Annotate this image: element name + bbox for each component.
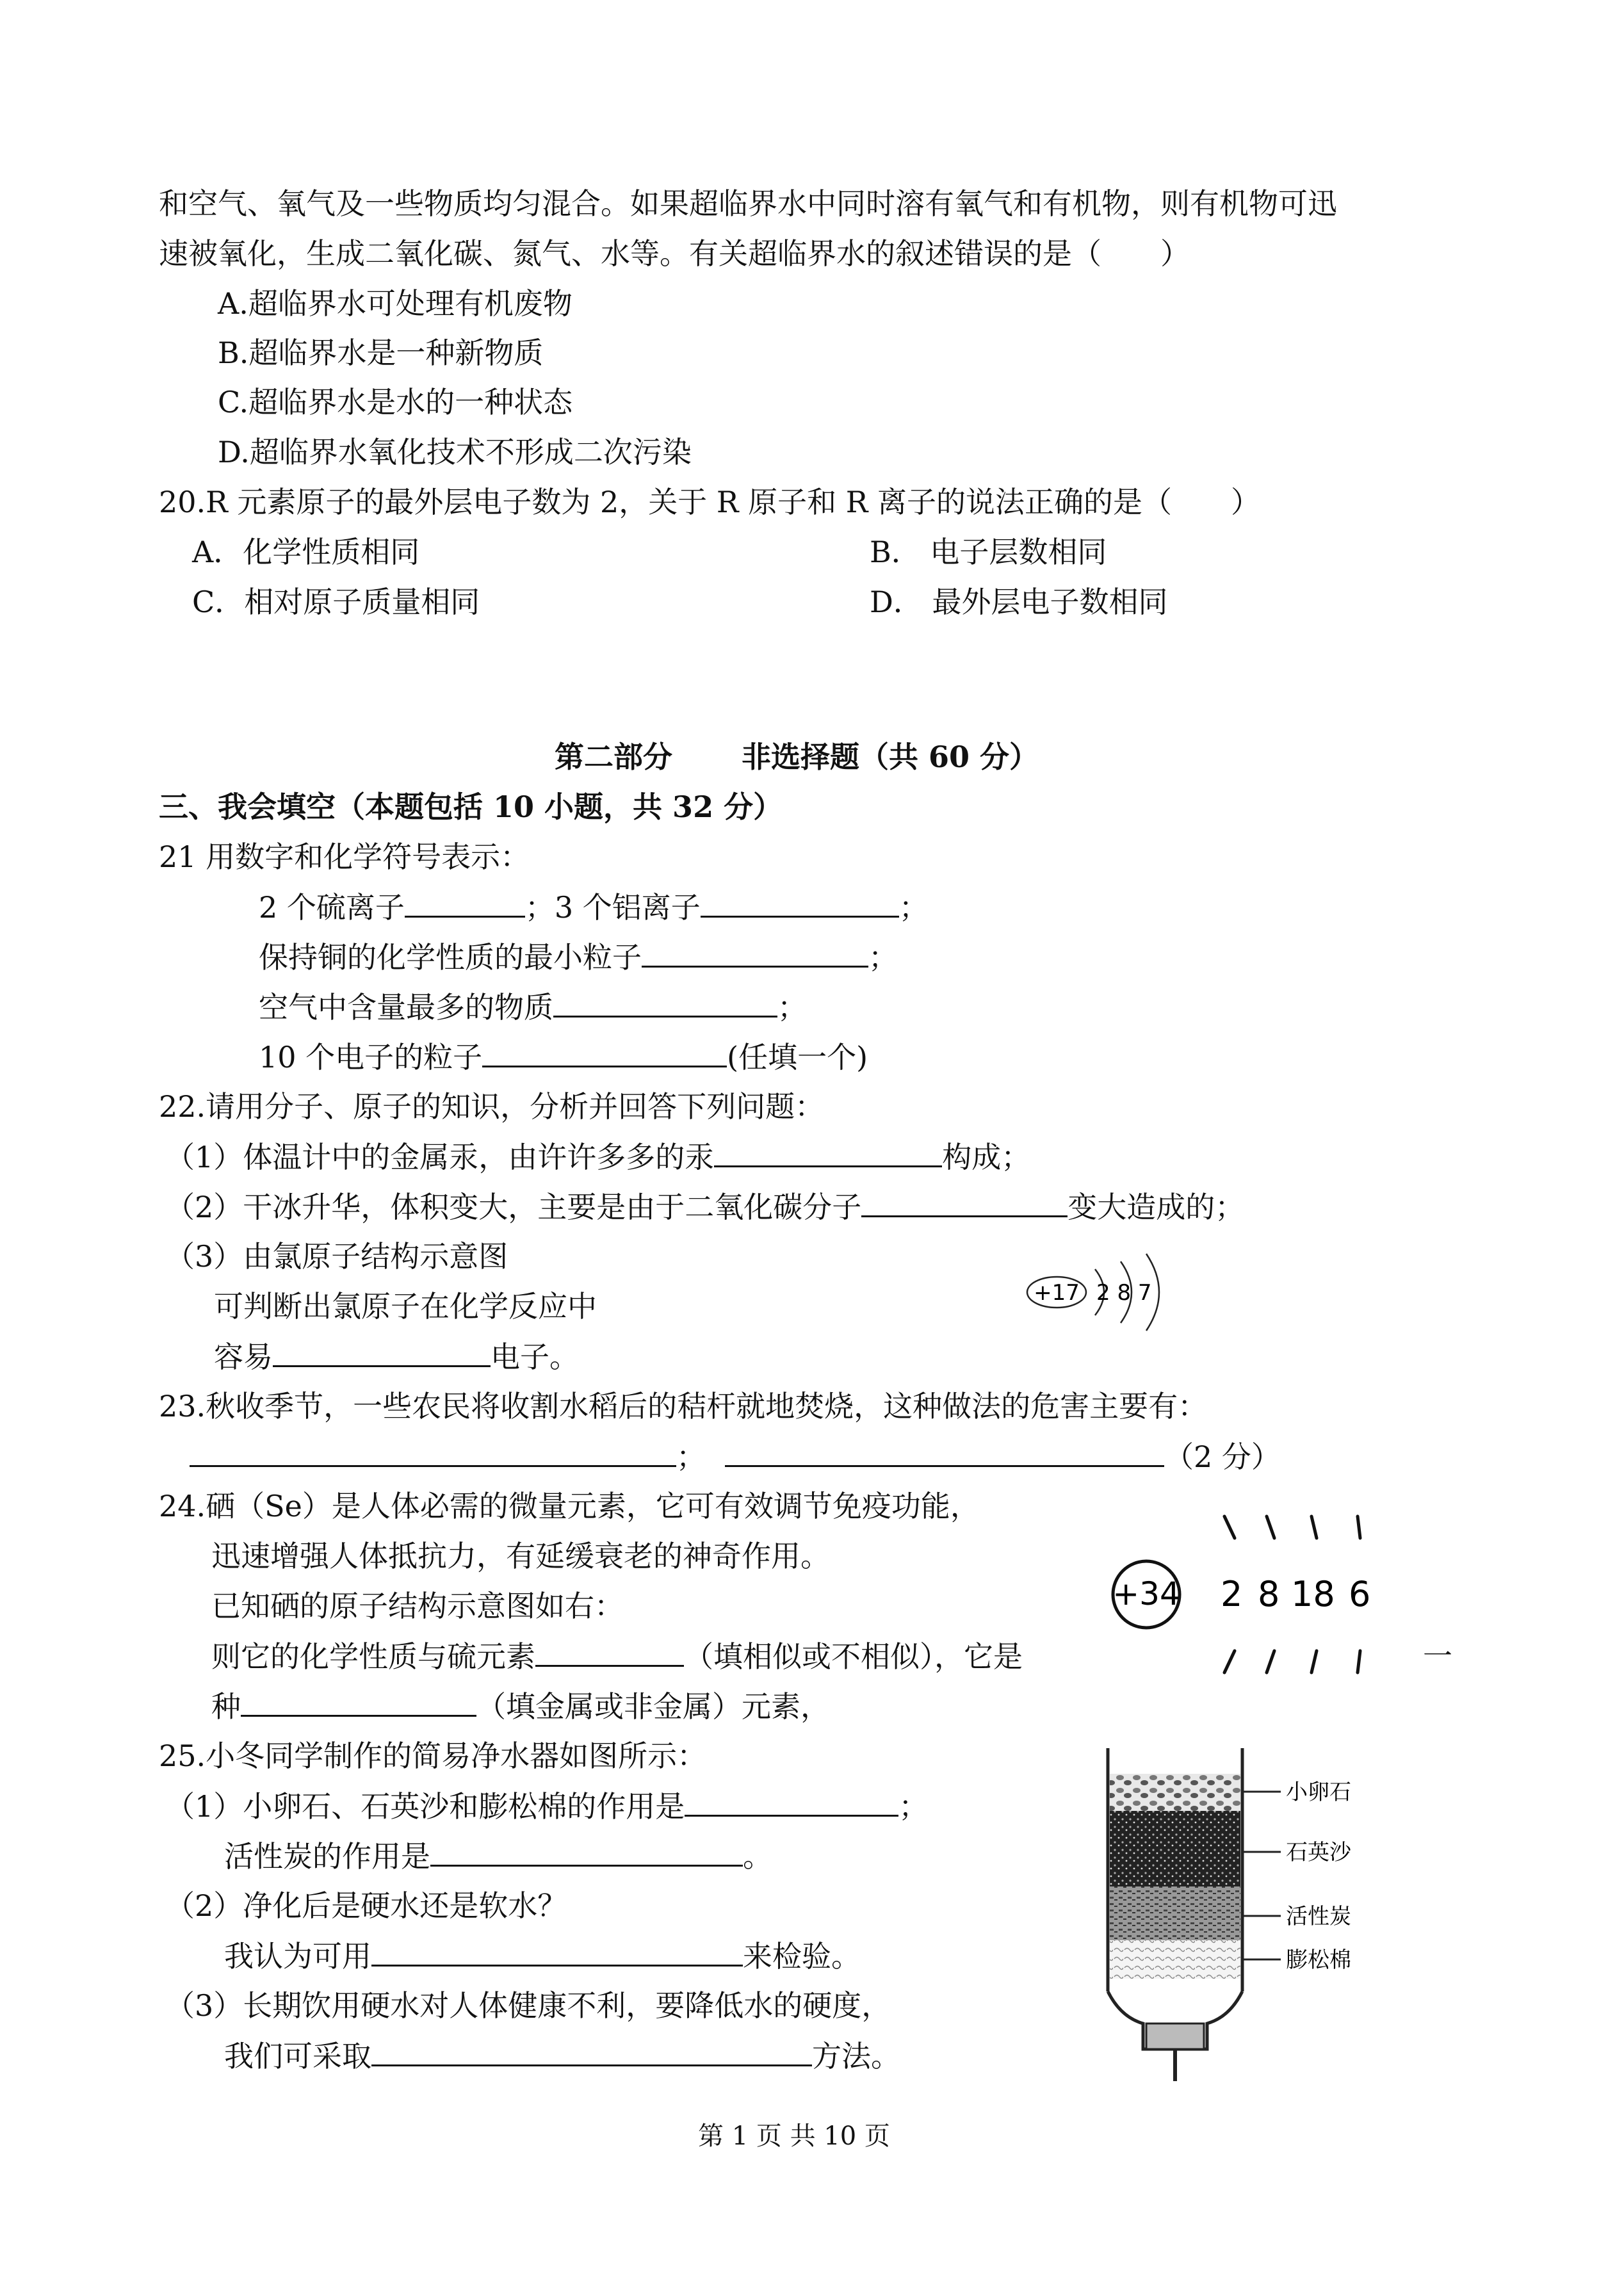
water-purifier-diagram [1082, 1748, 1390, 2094]
answer-blank-sulfide-ions[interactable] [405, 888, 525, 918]
q25-p3b-end: 方法。 [812, 2039, 900, 2073]
q22-p3-end: 电子。 [491, 1340, 579, 1374]
q22-p3-label: 容易 [214, 1340, 273, 1374]
q22-part3-c [214, 1337, 579, 1376]
q19-option-a: A.超临界水可处理有机废物 [218, 286, 572, 321]
label-activated-carbon: 活性炭 [1286, 1904, 1351, 1929]
q24-l4-label: 则它的化学性质与硫元素 [211, 1639, 535, 1674]
chlorine-atom-diagram [1018, 1240, 1204, 1342]
q21-l1-label2: ；3 个铝离子 [524, 890, 701, 925]
answer-blank-co2[interactable] [861, 1187, 1068, 1217]
answer-blank-softening-method[interactable] [371, 2036, 812, 2066]
q24-line5 [211, 1687, 830, 1726]
label-cotton: 膨松棉 [1286, 1947, 1351, 1973]
q23-sep: ； [676, 1439, 706, 1474]
q24-l4-end: （填相似或不相似），它是 [684, 1639, 1023, 1674]
label-pebbles: 小卵石 [1286, 1780, 1351, 1805]
q25-p1c-label: 活性炭的作用是 [224, 1839, 430, 1874]
q25-part1 [165, 1787, 928, 1826]
q24-l5-label: 种 [211, 1689, 241, 1724]
q23-score: （2 分） [1164, 1439, 1281, 1474]
q23-stem: 23.秋收季节，一些农民将收割水稻后的秸杆就地焚烧，这种做法的危害主要有： [159, 1389, 1208, 1423]
q24-line2: 迅速增强人体抵抗力，有延缓衰老的神奇作用。 [211, 1539, 830, 1573]
section3-title: 三、我会填空（本题包括 10 小题，共 32 分） [159, 790, 783, 824]
q21-l4-end: (任填一个) [727, 1040, 868, 1075]
page-footer: 第 1 页 共 10 页 [698, 2121, 890, 2151]
q22-part2 [165, 1187, 1244, 1226]
q19-option-d: D.超临界水氧化技术不形成二次污染 [218, 435, 692, 469]
cl-shells-label: 2 8 7 [1096, 1280, 1152, 1306]
q25-part1-b [224, 1837, 772, 1876]
q20-option-b: B． 电子层数相同 [870, 535, 1107, 569]
q21-l2-end: ； [868, 940, 898, 975]
se-shell-3: 18 [1291, 1574, 1335, 1614]
q21-l2-label: 保持铜的化学性质的最小粒子 [259, 940, 642, 975]
cl-nucleus-label: +17 [1034, 1280, 1080, 1306]
q23-answer-line [190, 1437, 1281, 1476]
q20-option-d: D． 最外层电子数相同 [870, 585, 1168, 619]
q21-l1-label: 2 个硫离子 [259, 890, 405, 925]
se-shell-4: 6 [1349, 1574, 1371, 1614]
q24-trailing-char: 一 [1423, 1639, 1452, 1673]
label-quartz-sand: 石英沙 [1286, 1840, 1351, 1865]
q22-part1 [165, 1137, 1030, 1176]
q22-p2-end: 变大造成的； [1068, 1190, 1245, 1224]
q21-line4 [259, 1037, 868, 1076]
q25-part3-b [224, 2036, 900, 2075]
answer-blank-test-method[interactable] [371, 1936, 743, 1967]
q19-line2: 速被氧化，生成二氧化碳、氮气、水等。有关超临界水的叙述错误的是（ ） [159, 236, 1190, 271]
se-shell-1: 2 [1221, 1574, 1243, 1614]
q21-stem: 21 用数字和化学符号表示： [159, 839, 530, 874]
q20-option-a: A．化学性质相同 [192, 535, 420, 569]
q21-l4-label: 10 个电子的粒子 [259, 1040, 483, 1075]
answer-blank-harm-2[interactable] [725, 1437, 1164, 1467]
q20-stem: 20.R 元素原子的最外层电子数为 2，关于 R 原子和 R 离子的说法正确的是（ ） [159, 485, 1261, 519]
q19-line1: 和空气、氧气及一些物质均匀混合。如果超临界水中同时溶有氧气和有机物，则有机物可迅 [159, 186, 1337, 221]
q24-line3: 已知硒的原子结构示意图如右： [211, 1589, 624, 1623]
q21-line3 [259, 987, 807, 1026]
q25-stem: 25.小冬同学制作的简易净水器如图所示： [159, 1739, 707, 1773]
q22-part3-b: 可判断出氯原子在化学反应中 [214, 1289, 597, 1324]
se-shell-2: 8 [1258, 1574, 1280, 1614]
answer-blank-mercury[interactable] [714, 1137, 942, 1167]
q24-line1: 24.硒（Se）是人体必需的微量元素，它可有效调节免疫功能， [159, 1489, 980, 1523]
q25-p1-end: ； [898, 1789, 929, 1824]
q25-p3b-label: 我们可采取 [224, 2039, 371, 2073]
q21-l3-end: ； [777, 990, 807, 1025]
answer-blank-filter-role[interactable] [685, 1787, 898, 1817]
q21-line1 [259, 888, 929, 927]
part2-title: 第二部分 非选择题（共 60 分） [555, 740, 1039, 774]
q22-stem: 22.请用分子、原子的知识，分析并回答下列问题： [159, 1089, 825, 1124]
answer-blank-air-substance[interactable] [553, 987, 777, 1018]
q25-p1c-end: 。 [743, 1839, 772, 1874]
q22-p1-label: （1）体温计中的金属汞，由许许多多的汞 [165, 1140, 715, 1174]
q22-part3-a: （3）由氯原子结构示意图 [165, 1239, 508, 1274]
q25-p1-label: （1）小卵石、石英沙和膨松棉的作用是 [165, 1789, 685, 1824]
q21-l1-end: ； [898, 890, 929, 925]
q25-part2-b [224, 1936, 861, 1975]
answer-blank-chlorine-electrons[interactable] [273, 1337, 491, 1367]
se-nucleus-label: +34 [1112, 1575, 1180, 1612]
q22-p2-label: （2）干冰升华，体积变大，主要是由于二氧化碳分子 [165, 1190, 862, 1224]
answer-blank-harm-1[interactable] [190, 1437, 676, 1467]
q25-part3: （3）长期饮用硬水对人体健康不利，要降低水的硬度， [165, 1988, 891, 2023]
answer-blank-carbon-role[interactable] [430, 1837, 743, 1867]
q21-l3-label: 空气中含量最多的物质 [259, 990, 553, 1025]
selenium-atom-diagram [1101, 1511, 1396, 1678]
answer-blank-aluminum-ions[interactable] [701, 888, 899, 918]
answer-blank-copper-particle[interactable] [642, 937, 868, 968]
q20-option-c: C．相对原子质量相同 [192, 585, 480, 619]
q21-line2 [259, 937, 898, 977]
q19-option-b: B.超临界水是一种新物质 [218, 336, 544, 370]
answer-blank-selenium-similarity[interactable] [535, 1637, 684, 1667]
answer-blank-metal-type[interactable] [241, 1687, 476, 1717]
q25-part2: （2）净化后是硬水还是软水？ [165, 1888, 567, 1923]
q22-p1-end: 构成； [942, 1140, 1031, 1174]
q24-line4 [211, 1637, 1023, 1676]
q19-option-c: C.超临界水是水的一种状态 [218, 385, 573, 419]
q24-l5-end: （填金属或非金属）元素， [476, 1689, 830, 1724]
q25-p2b-label: 我认为可用 [224, 1939, 371, 1974]
answer-blank-ten-electron-particle[interactable] [482, 1037, 727, 1067]
q25-p2b-end: 来检验。 [743, 1939, 861, 1974]
